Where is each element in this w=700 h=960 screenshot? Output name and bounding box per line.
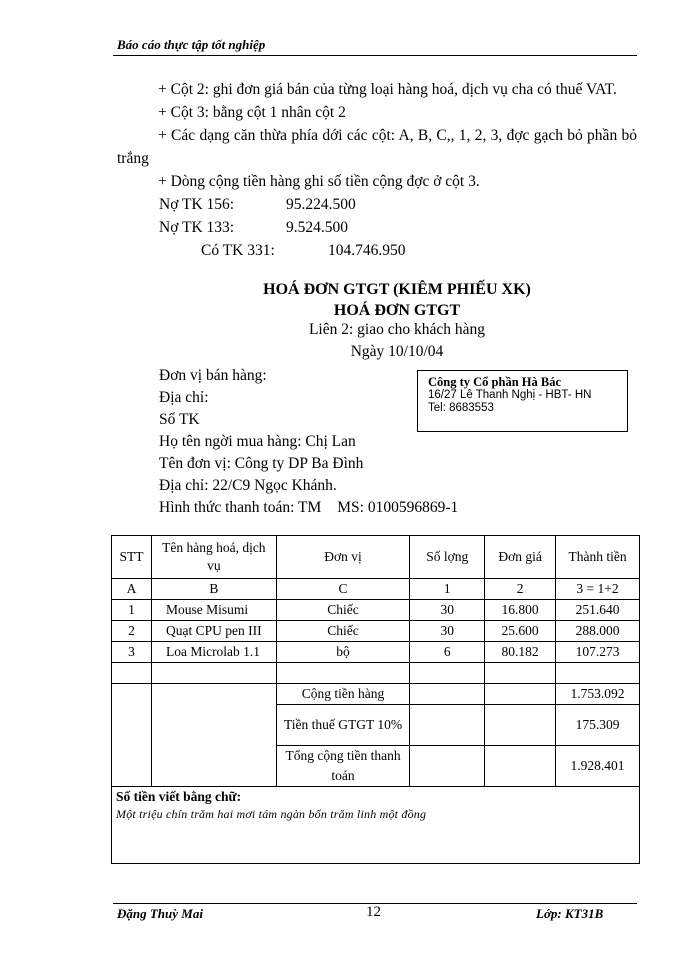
entry-amount: 95.224.500: [286, 196, 356, 213]
cell-unit: Chiếc: [276, 621, 410, 642]
subtotal-label: Cộng tiền hàng: [276, 684, 410, 705]
invoice-date: Ngày 10/10/04: [350, 343, 444, 360]
header-divider: [113, 55, 637, 56]
payment-method: Hình thức thanh toán: TM: [159, 499, 322, 516]
paragraph: + Các dạng căn thừa phía dới các cột: A, B, C,, 1, 2, 3, đợc gạch bỏ phần bỏ trắng: [117, 127, 637, 167]
cell-total: 251.640: [556, 600, 640, 621]
empty-cell: [112, 684, 152, 787]
empty-row: [112, 663, 640, 684]
buyer-address: Địa chỉ: 22/C9 Ngọc Khánh.: [159, 477, 337, 494]
cell-qty: 6: [410, 642, 485, 663]
cell-unit: Chiếc: [276, 600, 410, 621]
invoice-subtitle: HOÁ ĐƠN GTGT: [333, 302, 461, 319]
invoice-info: [159, 365, 458, 519]
empty-cell: [410, 705, 485, 746]
cell-total: 107.273: [556, 642, 640, 663]
buyer-name: Họ tên ngời mua hàng: Chị Lan: [159, 433, 356, 450]
address-label: Địa chỉ:: [159, 389, 209, 406]
column-code-row: [112, 579, 640, 600]
seller-label: Đơn vị bán hàng:: [159, 367, 267, 384]
entry-label: Nợ TK 133:: [159, 219, 235, 236]
column-header: Đơn vị: [276, 536, 410, 579]
entry-amount: 104.746.950: [328, 242, 406, 259]
invoice-table: [111, 535, 640, 864]
empty-cell: [485, 746, 556, 787]
cell-price: 25.600: [485, 621, 556, 642]
grand-total-label: Tổng cộng tiền thanh toán: [276, 746, 410, 787]
empty-cell: [112, 663, 152, 684]
column-code: 2: [485, 579, 556, 600]
journal-entry-credit-331: [117, 239, 637, 262]
cell-total: 288.000: [556, 621, 640, 642]
table-row: [112, 621, 640, 642]
cell-item-name: Mouse Misumi: [151, 600, 276, 621]
table-row: [112, 642, 640, 663]
column-header: Tên hàng hoá, dịch vụ: [151, 536, 276, 579]
cell-price: 16.800: [485, 600, 556, 621]
footer-author: Đặng Thuỳ Mai: [117, 906, 203, 921]
entry-amount: 9.524.500: [286, 219, 348, 236]
cell-qty: 30: [410, 600, 485, 621]
amount-in-words-value: Một triệu chín trăm hai mơi tám ngàn bốn trăm linh một đồng: [116, 807, 427, 821]
table-row: [112, 600, 640, 621]
grand-total-value: 1.928.401: [556, 746, 640, 787]
tax-code: MS: 0100596869-1: [337, 499, 459, 516]
payment-line: [159, 497, 458, 519]
journal-entry-debit-156: [117, 193, 637, 216]
invoice-copy-note: Liên 2: giao cho khách hàng: [308, 321, 486, 338]
subtotal-value: 1.753.092: [556, 684, 640, 705]
seller-company-address: 16/27 Lê Thanh Nghị - HBT- HN: [428, 389, 592, 401]
body-text: [117, 78, 637, 262]
empty-cell: [410, 684, 485, 705]
paragraph: + Cột 2: ghi đơn giá bán của từng loại hàng hoá, dịch vụ cha có thuế VAT.: [158, 81, 617, 98]
empty-cell: [410, 663, 485, 684]
column-code: B: [151, 579, 276, 600]
amount-in-words-cell: [112, 787, 640, 864]
column-header: Đơn giá: [485, 536, 556, 579]
column-code: C: [276, 579, 410, 600]
account-label: Số TK: [159, 411, 200, 428]
column-code: A: [112, 579, 152, 600]
empty-cell: [485, 684, 556, 705]
invoice-title: HOÁ ĐƠN GTGT (KIÊM PHIẾU XK): [263, 281, 531, 298]
entry-label: Có TK 331:: [201, 242, 275, 259]
cell-stt: 2: [112, 621, 152, 642]
cell-stt: 3: [112, 642, 152, 663]
column-header: STT: [112, 536, 152, 579]
cell-item-name: Quạt CPU pen III: [151, 621, 276, 642]
empty-cell: [276, 663, 410, 684]
seller-company-tel: Tel: 8683553: [428, 402, 494, 414]
paragraph: + Cột 3: bằng cột 1 nhân cột 2: [158, 104, 346, 121]
seller-company-name: Công ty Cổ phần Hà Bác: [428, 375, 562, 389]
paragraph: + Dòng cộng tiền hàng ghi số tiền cộng đợc ở cột 3.: [158, 173, 480, 190]
column-header: Thành tiền: [556, 536, 640, 579]
empty-cell: [556, 663, 640, 684]
report-header-title: Báo cáo thực tập tốt nghiệp: [117, 37, 266, 52]
column-code: 3 = 1+2: [556, 579, 640, 600]
column-header: Số lợng: [410, 536, 485, 579]
empty-cell: [151, 663, 276, 684]
cell-unit: bộ: [276, 642, 410, 663]
empty-cell: [410, 746, 485, 787]
footer-class: Lớp: KT31B: [536, 906, 604, 921]
empty-cell: [485, 663, 556, 684]
cell-qty: 30: [410, 621, 485, 642]
amount-in-words-row: [112, 787, 640, 864]
journal-entry-debit-133: [117, 216, 637, 239]
vat-value: 175.309: [556, 705, 640, 746]
cell-item-name: Loa Microlab 1.1: [151, 642, 276, 663]
entry-label: Nợ TK 156:: [159, 196, 235, 213]
vat-label: Tiền thuế GTGT 10%: [276, 705, 410, 746]
buyer-unit: Tên đơn vị: Công ty DP Ba Đình: [159, 455, 364, 472]
page-number: 12: [366, 904, 381, 920]
seller-info-box: [417, 370, 628, 432]
empty-cell: [151, 684, 276, 787]
empty-cell: [485, 705, 556, 746]
table-header-row: [112, 536, 640, 579]
column-code: 1: [410, 579, 485, 600]
cell-price: 80.182: [485, 642, 556, 663]
amount-in-words-label: Số tiền viết bằng chữ:: [116, 789, 242, 804]
cell-stt: 1: [112, 600, 152, 621]
subtotal-row: [112, 684, 640, 705]
